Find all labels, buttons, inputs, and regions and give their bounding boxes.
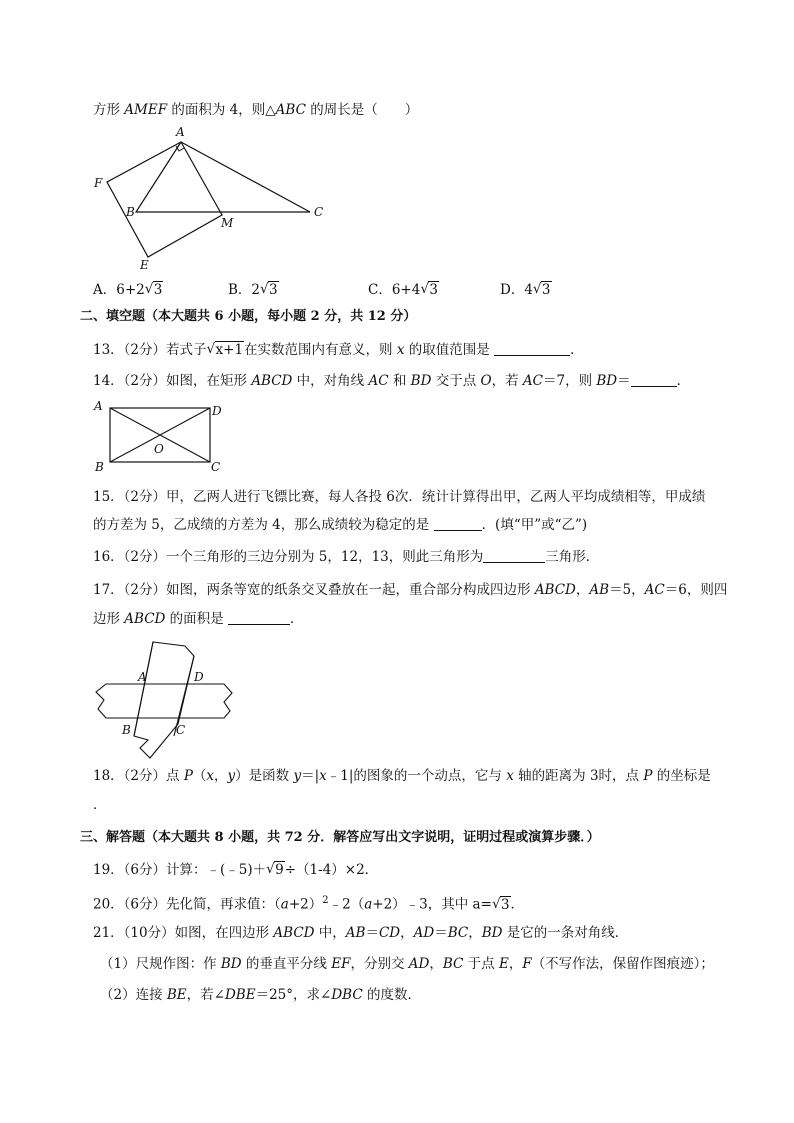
horizontal-strip <box>96 684 232 718</box>
slanted-strip <box>134 642 194 758</box>
strip-edge-left <box>134 642 153 736</box>
right-angle-mark <box>176 146 184 151</box>
section-3-title: 三、解答题（本大题共 8 小题，共 72 分．解答应写出文字说明，证明过程或演算步骤．） <box>80 830 600 845</box>
fig-label-d: D <box>194 670 204 684</box>
q12-option-d[interactable]: D．4 √ 3 <box>500 281 551 298</box>
q12-option-b[interactable]: B．2 √ 3 <box>228 281 278 298</box>
section-2-title: 二、填空题（本大题共 6 小题，每小题 2 分，共 12 分） <box>80 309 417 324</box>
q12-figure <box>88 122 338 272</box>
fig-label-f: F <box>94 176 103 190</box>
q14: 14．（2分）如图，在矩形 ABCD 中，对角线 AC 和 BD 交于点 O，若 AC＝7，则 BD＝ ． <box>93 373 691 389</box>
q13-answer-blank[interactable] <box>494 341 570 356</box>
fig-label-o: O <box>154 442 164 456</box>
fig-label-a: A <box>138 670 147 684</box>
q17-line-2: 边形 ABCD 的面积是 ． <box>93 611 304 627</box>
q12-option-c[interactable]: C．6+4 √ 3 <box>368 281 438 298</box>
fig-label-c: C <box>211 460 221 474</box>
fig-label-a: A <box>94 399 103 413</box>
q20: 20．（6分）先化简，再求值：$(a+2)^2﹣2(a+2)﹣3$，其中 a= √ 3． <box>93 895 525 913</box>
fig-label-c: C <box>314 205 324 219</box>
q12-option-a[interactable]: A．6+2 √ 3 <box>93 281 163 298</box>
square-amef <box>107 142 222 257</box>
q17-line-1: 17．（2分）如图，两条等宽的纸条交叉叠放在一起，重合部分构成四边形 ABCD，AB＝5，AC＝6，则四 <box>93 582 728 598</box>
fig-label-b: B <box>126 205 135 219</box>
fig-label-b: B <box>95 460 104 474</box>
q16: 16．（2分）一个三角形的三边分别为 5，12，13，则此三角形为 三角形． <box>93 549 600 565</box>
q12-stem-cont: 方形 AMEF 的面积为 4，则△ABC 的周长是（ ） <box>93 102 419 118</box>
fig-label-b: B <box>122 723 131 737</box>
q21-part-2: （2）连接 BE，若∠DBE＝25°，求∠DBC 的度数． <box>100 987 421 1003</box>
q21-stem: 21．（10分）如图，在四边形 ABCD 中，AB＝CD，AD＝BC，BD 是它的一条对角线． <box>93 925 629 941</box>
q18-line-1: 18．（2分）点 P（x，y）是函数 y＝|x﹣1|的图象的一个动点，它与 x 轴的距离为 3时，点 P 的坐标是 <box>93 768 711 784</box>
q19: 19．（6分）计算：﹣(﹣5)＋ √ 9÷（1-4）×2． <box>93 861 379 878</box>
q15-answer-blank[interactable] <box>434 516 482 531</box>
q21-part-1: （1）尺规作图：作 BD 的垂直平分线 EF，分别交 AD，BC 于点 E，F（不写作法，保留作图痕迹）； <box>100 956 714 972</box>
fig-label-c: C <box>176 723 186 737</box>
q13: 13．（2分）若式子 √ x+1在实数范围内有意义，则 x 的取值范围是 ． <box>93 341 584 358</box>
q17-figure <box>90 636 240 760</box>
fig-label-e: E <box>140 258 149 272</box>
q14-figure <box>88 396 228 476</box>
q17-answer-blank[interactable] <box>228 610 290 625</box>
q14-answer-blank[interactable] <box>631 372 677 387</box>
q15-line-2: 的方差为 5，乙成绩的方差为 4，那么成绩较为稳定的是 ．(填“甲”或“乙”) <box>93 517 588 533</box>
q16-answer-blank[interactable] <box>483 548 545 563</box>
fig-label-a: A <box>176 125 185 139</box>
q18-line-2: ． <box>93 797 107 813</box>
fig-label-m: M <box>221 216 234 230</box>
fig-label-d: D <box>212 404 222 418</box>
q15-line-1: 15．（2分）甲，乙两人进行飞镖比赛，每人各投 6次．统计计算得出甲，乙两人平均成绩相等，甲成绩 <box>93 489 706 505</box>
